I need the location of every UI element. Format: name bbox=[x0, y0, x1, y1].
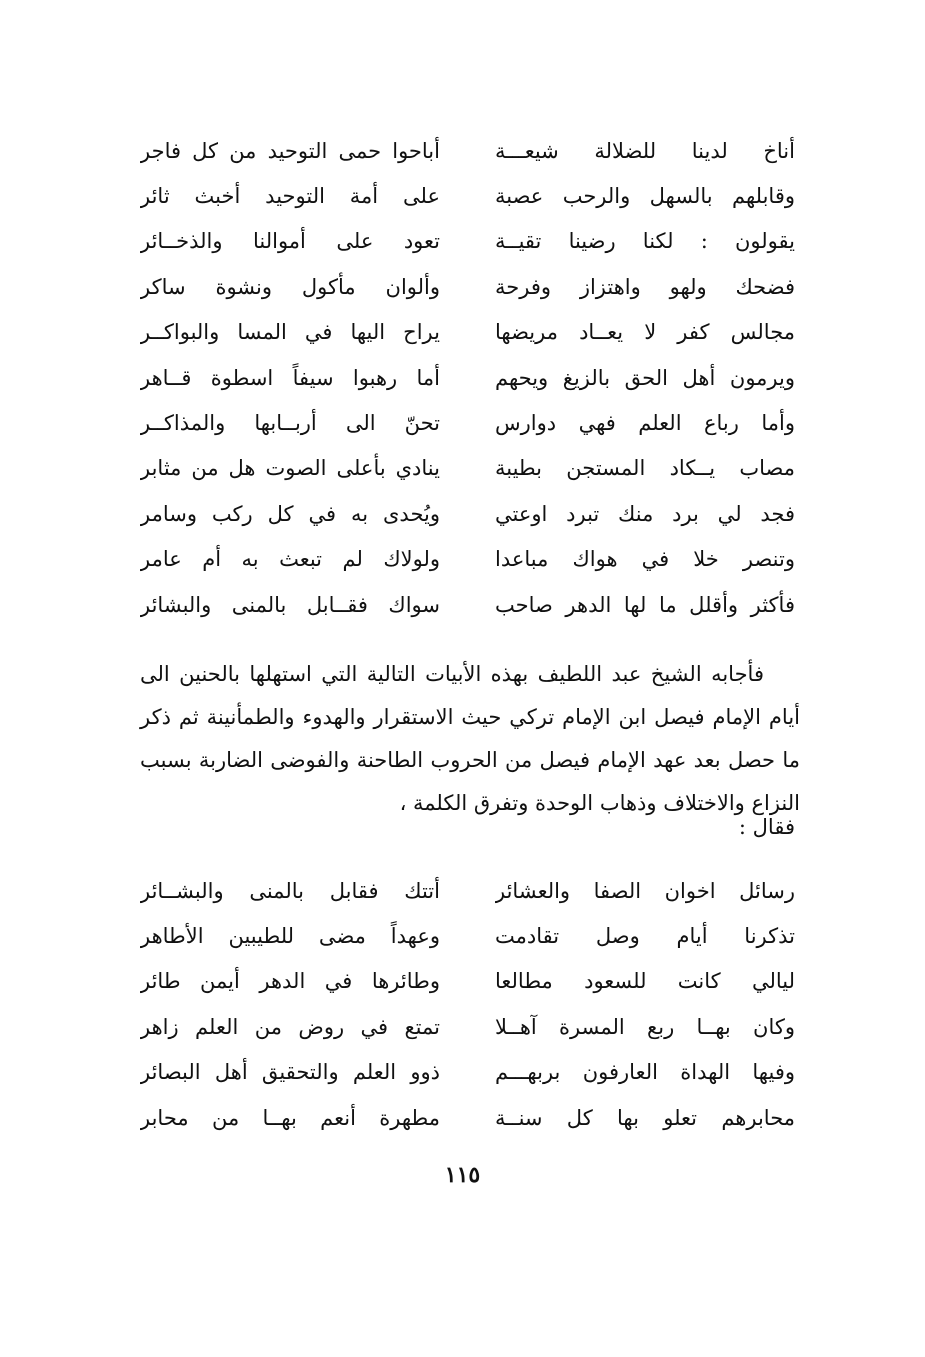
poem-first bbox=[140, 128, 795, 627]
verse-first-hemistich: محابرهم تعلو بها كل سنــة bbox=[495, 1105, 795, 1130]
verse-second-hemistich: وعهداً مضى للطيبين الأطاهر bbox=[140, 924, 440, 949]
verse-second-hemistich: مطهرة أنعم بهــا من محابر bbox=[140, 1105, 440, 1130]
poem-verse bbox=[140, 355, 795, 400]
verse-second-hemistich: تمتع في روض من العلم زاهر bbox=[140, 1014, 440, 1039]
verse-second-hemistich: ويُحدى به في كل ركب وسامر bbox=[140, 501, 440, 526]
verse-second-hemistich: وألوان مأكول ونشوة ساكر bbox=[140, 274, 440, 299]
verse-second-hemistich: ولولاك لم تبعث به أم عامر bbox=[140, 547, 440, 572]
poem-verse bbox=[140, 537, 795, 582]
verse-second-hemistich: تحنّ الى أربــابها والمذاكــر bbox=[140, 411, 440, 436]
verse-second-hemistich: أباحوا حمى التوحيد من كل فاجر bbox=[140, 138, 440, 163]
poem-verse bbox=[140, 264, 795, 309]
poem-verse bbox=[140, 310, 795, 355]
poem-verse bbox=[140, 913, 795, 958]
poem-verse bbox=[140, 128, 795, 173]
verse-first-hemistich: أناخ لدينا للضلالة شيعـــة bbox=[495, 138, 795, 163]
poem-verse bbox=[140, 1095, 795, 1140]
poem-verse bbox=[140, 446, 795, 491]
poem-verse bbox=[140, 959, 795, 1004]
verse-first-hemistich: ليالي كانت للسعود مطالعا bbox=[495, 969, 795, 994]
verse-second-hemistich: ينادي بأعلى الصوت هل من مثابر bbox=[140, 456, 440, 481]
verse-second-hemistich: أما رهبوا سيفاً اسطوة قــاهر bbox=[140, 365, 440, 390]
verse-first-hemistich: ويرمون أهل الحق بالزيغ ويحهم bbox=[495, 365, 795, 390]
poem-verse bbox=[140, 582, 795, 627]
verse-first-hemistich: تذكرنا أيام وصل تقادمت bbox=[495, 924, 795, 949]
poem-second bbox=[140, 868, 795, 1140]
poem-verse bbox=[140, 868, 795, 913]
poem-verse bbox=[140, 173, 795, 218]
verse-second-hemistich: تعود على أموالنا والذخــائر bbox=[140, 229, 440, 254]
verse-second-hemistich: ذوو العلم والتحقيق أهل البصائر bbox=[140, 1060, 440, 1085]
verse-first-hemistich: رسائل اخوان الصفا والعشائر bbox=[495, 878, 795, 903]
prose-paragraph: فأجابه الشيخ عبد اللطيف بهذه الأبيات التالية التي استهلها بالحنين الى أيام الإمام فيصل ابن الإمام تركي حيث الاستقرار والهدوء والطمأنينة ثم ذكر ما حصل بعد عهد الإمام فيصل من الحروب الطاحنة والفوضى الضاربة بسبب النزاع والاختلاف وذهاب الوحدة وتفرق الكلمة ، bbox=[140, 662, 800, 815]
poem-verse bbox=[140, 1004, 795, 1049]
verse-second-hemistich: على أمة التوحيد أخبث ثائر bbox=[140, 184, 440, 209]
verse-first-hemistich: فأكثر وأقلل ما لها الدهر صاحب bbox=[495, 592, 795, 617]
poem-verse bbox=[140, 219, 795, 264]
poem-verse bbox=[140, 491, 795, 536]
verse-first-hemistich: وقابلهم بالسهل والرحب عصبة bbox=[495, 184, 795, 209]
verse-second-hemistich: سواك فقــابل بالمنى والبشائر bbox=[140, 592, 440, 617]
verse-first-hemistich: وتنصر خلا في هواك مباعدا bbox=[495, 547, 795, 572]
verse-first-hemistich: يقولون : لكنا رضينا تقيــة bbox=[495, 229, 795, 254]
verse-second-hemistich: وطائرها في الدهر أيمن طائر bbox=[140, 969, 440, 994]
verse-second-hemistich: يراح اليها في المسا والبواكــر bbox=[140, 320, 440, 345]
verse-first-hemistich: فضحك ولهو واهتزاز وفرحة bbox=[495, 274, 795, 299]
poem-verse bbox=[140, 1050, 795, 1095]
verse-first-hemistich: وكان بهــا ربع المسرة آهــلا bbox=[495, 1014, 795, 1039]
verse-first-hemistich: وأما رباع العلم فهي دوارس bbox=[495, 411, 795, 436]
verse-first-hemistich: مصاب يــكاد المستجن بطيبة bbox=[495, 456, 795, 481]
prose-ending: فقال : bbox=[738, 815, 795, 839]
verse-first-hemistich: وفيها الهداة العارفون بربهـــم bbox=[495, 1060, 795, 1085]
poem-verse bbox=[140, 400, 795, 445]
verse-first-hemistich: مجالس كفر لا يعــاد مريضها bbox=[495, 320, 795, 345]
verse-first-hemistich: فجد لي برد منك تبرد اوعتي bbox=[495, 501, 795, 526]
page-number: ١١٥ bbox=[444, 1162, 481, 1188]
verse-second-hemistich: أتتك فقابل بالمنى والبشــائر bbox=[140, 878, 440, 903]
